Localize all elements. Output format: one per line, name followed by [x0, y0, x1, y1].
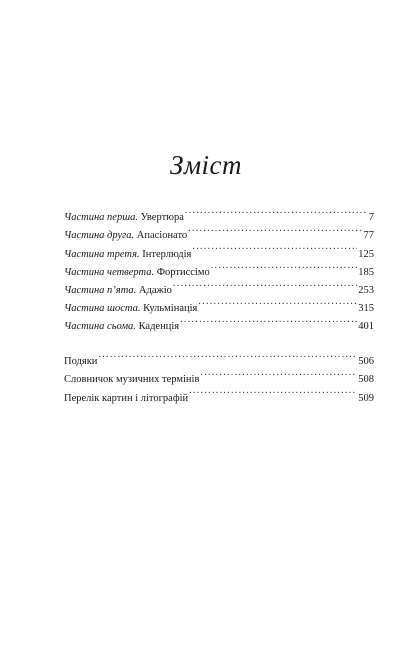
- part-name: Кульмінація: [143, 303, 198, 315]
- leader-dots: [189, 382, 357, 400]
- leader-dots: [192, 238, 357, 256]
- leader-dots: [180, 311, 357, 329]
- page-number: 509: [358, 392, 374, 404]
- leader-dots: [173, 275, 357, 293]
- page-number: 253: [358, 284, 374, 296]
- leader-dots: [211, 257, 358, 275]
- toc-entry[interactable]: [64, 364, 374, 386]
- part-label: Частина шоста.: [64, 303, 141, 315]
- part-name: Увертюра: [140, 212, 184, 224]
- part-name: Інтерлюдія: [142, 248, 192, 260]
- part-name: Апасіонато: [136, 230, 188, 242]
- toc-extras-list: [64, 346, 374, 404]
- page-number: 185: [358, 266, 374, 278]
- page-number: 7: [368, 212, 374, 224]
- toc-parts-list: [64, 202, 374, 333]
- leader-dots: [188, 220, 362, 238]
- leader-dots: [200, 364, 357, 382]
- page-number: 77: [363, 230, 374, 242]
- toc-entry[interactable]: [64, 202, 374, 224]
- leader-dots: [98, 346, 357, 364]
- page-number: 401: [358, 321, 374, 333]
- part-label: Частина четверта.: [64, 266, 155, 278]
- part-label: Частина третя.: [64, 248, 140, 260]
- entry-name: Подяки: [64, 356, 98, 368]
- page-number: 506: [358, 356, 374, 368]
- entry-name: Перелік картин і літографій: [64, 392, 189, 404]
- part-label: Частина друга.: [64, 230, 135, 242]
- leader-dots: [185, 202, 368, 220]
- part-label: Частина п’ята.: [64, 284, 137, 296]
- part-label: Частина сьома.: [64, 321, 136, 333]
- page-title: Зміст: [169, 150, 243, 180]
- entry-name: Словничок музичних термінів: [64, 374, 200, 386]
- page-number: 315: [358, 303, 374, 315]
- page-number: 125: [358, 248, 374, 260]
- part-name: Каденція: [138, 321, 180, 333]
- page-number: 508: [358, 374, 374, 386]
- part-label: Частина перша.: [64, 212, 139, 224]
- toc-entry[interactable]: [64, 346, 374, 368]
- part-name: Адажіо: [138, 284, 172, 296]
- leader-dots: [198, 293, 357, 311]
- part-name: Фортиссімо: [156, 266, 210, 278]
